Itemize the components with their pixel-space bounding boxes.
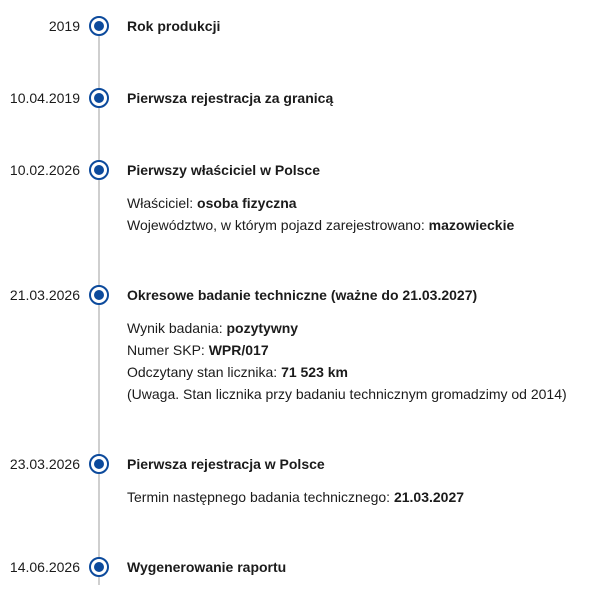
detail-value: 71 523 km [281,364,349,380]
timeline-dot-icon [89,160,109,180]
detail-value: mazowieckie [428,217,515,233]
timeline-dot-icon [89,557,109,577]
event-title: Okresowe badanie techniczne (ważne do 21.03.2027) [127,287,478,303]
timeline-dot-icon [89,285,109,305]
detail-label: Województwo, w którym pojazd zarejestrowano: [127,217,429,233]
detail-row [127,214,514,236]
detail-row [127,361,567,383]
detail-value: WPR/017 [208,342,269,358]
timeline-dot-icon [89,88,109,108]
event-title: Pierwszy właściciel w Polsce [127,162,320,178]
event-title: Rok produkcji [127,18,221,34]
detail-row [127,317,567,339]
event-date: 10.02.2026 [9,162,80,178]
detail-row [127,192,514,214]
detail-label: Właściciel: [127,195,198,211]
event-date: 23.03.2026 [9,456,80,472]
timeline-dot-icon [89,454,109,474]
detail-row [127,339,567,361]
detail-note [127,383,567,405]
timeline-dot-icon [89,16,109,36]
detail-note-text: (Uwaga. Stan licznika przy badaniu technicznym gromadzimy od 2014) [127,386,567,402]
event-date: 10.04.2019 [9,90,80,106]
event-details [127,192,514,236]
event-title: Pierwsza rejestracja w Polsce [127,456,325,472]
event-details [127,317,567,405]
detail-label: Wynik badania: [127,320,227,336]
detail-value: 21.03.2027 [393,489,465,505]
detail-row [127,486,464,508]
detail-value: pozytywny [226,320,299,336]
detail-value: osoba fizyczna [197,195,297,211]
event-date: 14.06.2026 [9,559,80,575]
event-title: Pierwsza rejestracja za granicą [127,90,334,106]
event-date: 2019 [48,18,80,34]
detail-label: Odczytany stan licznika: [127,364,282,380]
event-date: 21.03.2026 [9,287,80,303]
timeline-line [98,25,100,585]
detail-label: Termin następnego badania technicznego: [127,489,394,505]
detail-label: Numer SKP: [127,342,209,358]
event-details [127,486,464,508]
event-title: Wygenerowanie raportu [127,559,287,575]
